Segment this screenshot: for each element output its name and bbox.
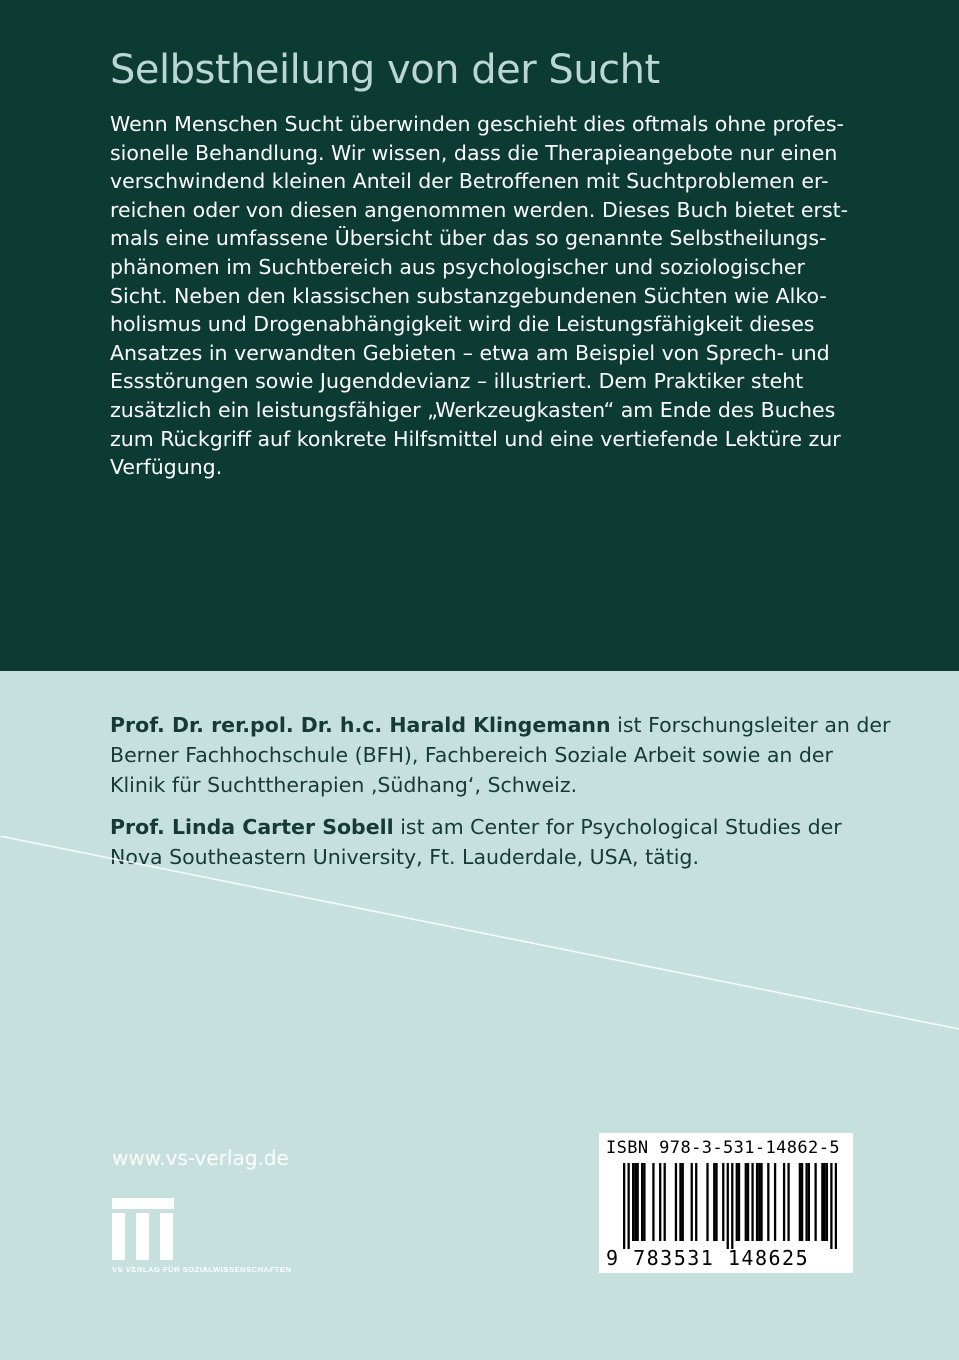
barcode-bar [695,1163,697,1241]
barcode-bar [826,1163,828,1241]
barcode-bar [731,1163,733,1249]
blurb-line: Verfügung. [110,455,223,480]
publisher-url[interactable]: www.vs-verlag.de [112,1146,289,1170]
author-bio-text: ist Forschungsleiter an der [610,713,891,737]
author-bio-line [110,710,891,740]
barcode-bar [632,1163,634,1241]
barcode-bar [783,1163,785,1241]
isbn-barcode [599,1133,853,1273]
barcode-bar [801,1163,803,1241]
barcode-bar [691,1163,693,1241]
barcode-bar [751,1163,753,1241]
author-bio-line: Nova Southeastern University, Ft. Lauderdale, USA, tätig. [110,845,699,869]
barcode-bar [830,1163,832,1249]
author-bio-line: Klinik für Suchttherapien ‚Südhang‘, Schweiz. [110,773,578,797]
blurb-line: zum Rückgriff auf konkrete Hilfsmittel und eine vertiefende Lektüre zur [110,426,841,451]
barcode-bar [722,1163,724,1241]
barcode-bar [659,1163,661,1241]
barcode-bar [664,1163,666,1241]
blurb-line: Wenn Menschen Sucht überwinden geschieht dies oftmals ohne profes- [110,112,844,136]
barcode-bar [652,1163,654,1241]
author-bio-line: Berner Fachhochschule (BFH), Fachbereich Soziale Arbeit sowie an der [110,743,833,767]
barcode-bar [767,1163,769,1241]
barcode-bar [774,1163,776,1241]
isbn-digits: 9 783531 148625 [606,1246,810,1270]
publisher-logo-text: VS VERLAG FÜR SOZIALWISSENSCHAFTEN [112,1265,292,1274]
blurb-line: zusätzlich ein leistungsfähiger „Werkzeugkasten“ am Ende des Buches [110,397,836,422]
author-bio-text: ist am Center for Psychological Studies der [393,815,842,839]
barcode-bar [738,1163,740,1241]
blurb-line: verschwindend kleinen Anteil der Betroffenen mit Suchtproblemen er- [110,169,829,194]
blurb-line: mals eine umfassene Übersicht über das so genannte Selbstheilungs- [110,226,827,251]
blurb-line: Essstörungen sowie Jugenddevianz – illustriert. Dem Praktiker steht [110,369,804,394]
barcode-bar [745,1163,747,1241]
barcode-bar [756,1163,758,1241]
barcode-bar [799,1163,801,1241]
author-name: Prof. Linda Carter Sobell [110,815,394,839]
barcode-bar [805,1163,807,1241]
blurb-line: sionelle Behandlung. Wir wissen, dass die Therapieangebote nur einen [110,140,838,165]
barcode-bar [823,1163,825,1241]
barcode-bar [821,1163,823,1241]
barcode-bar [787,1163,789,1241]
barcode-bar [675,1163,677,1241]
barcode-bar [679,1163,681,1241]
barcode-bar [706,1163,708,1241]
barcode-bar [715,1163,717,1241]
book-title: Selbstheilung von der Sucht [110,47,660,93]
barcode-bar [736,1163,738,1241]
barcode-bar [747,1163,749,1241]
barcode-bar [643,1163,645,1241]
barcode-bar [634,1163,636,1241]
barcode-bar [682,1163,684,1241]
isbn-label: ISBN 978-3-531-14862-5 [606,1138,840,1158]
blurb-line: phänomen im Suchtbereich aus psychologischer und soziologischer [110,254,805,279]
description-panel [0,0,959,671]
blurb-line: Sicht. Neben den klassischen substanzgebundenen Süchten wie Alko- [110,283,827,308]
author-name: Prof. Dr. rer.pol. Dr. h.c. Harald Klingemann [110,713,611,737]
blurb-line: holismus und Drogenabhängigkeit wird die Leistungsfähigkeit dieses [110,312,815,337]
barcode-bar [628,1163,630,1249]
barcode-bar [760,1163,762,1241]
barcode-bar [637,1163,639,1241]
barcode-bar [808,1163,810,1241]
barcode-bar [835,1163,837,1249]
barcode-bar [623,1163,625,1249]
barcode-bar [727,1163,729,1249]
vs-verlag-logo-icon [112,1198,362,1278]
diagonal-divider [0,836,959,1032]
author-bio-klingemann [110,710,891,800]
book-blurb [110,110,870,482]
barcode-bar [713,1163,715,1241]
barcode-bars [623,1163,837,1249]
barcode-bar [641,1163,643,1241]
barcode-bar [758,1163,760,1241]
blurb-line: reichen oder von diesen angenommen werden. Dieses Buch bietet erst- [110,197,849,222]
barcode-bar [814,1163,816,1241]
blurb-line: Ansatzes in verwandten Gebieten – etwa am Beispiel von Sprech- und [110,340,830,365]
